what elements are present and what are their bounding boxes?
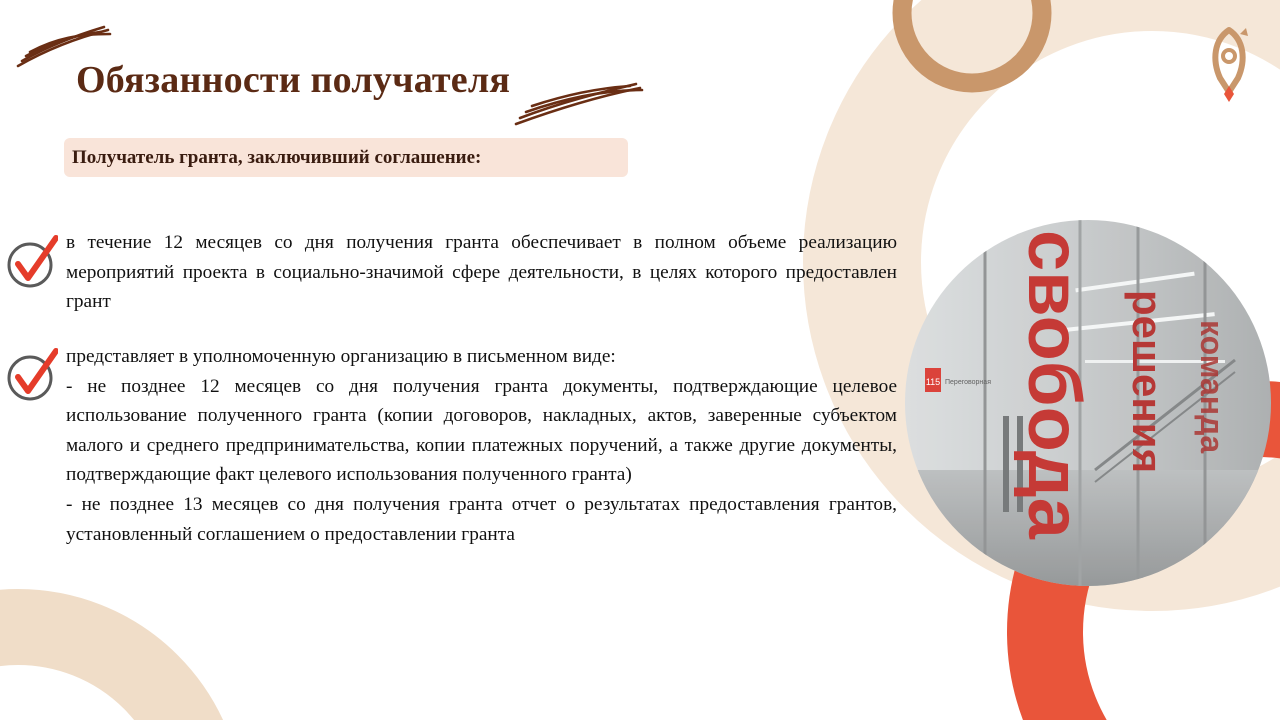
room-label: Переговорная [945, 379, 991, 386]
reporting-item-report: - не позднее 13 месяцев со дня получения гранта отчет о результатах предоставления грантов, установленный соглашением о предоставлении гранта [66, 493, 897, 545]
glass-text-team: команда [1194, 320, 1230, 454]
rocket-pin-icon [1206, 26, 1252, 106]
room-number: 115 [925, 377, 941, 387]
glass-text-solutions: решения [1124, 290, 1171, 474]
paragraph-implementation: в течение 12 месяцев со дня получения гранта обеспечивает в полном объеме реализацию мероприятий проекта в социально-значимой сфере деятельности, в целях которого предоставлен грант [66, 232, 897, 313]
paragraph-reporting [66, 342, 897, 549]
checkmark-circle-icon [6, 234, 58, 292]
subtitle: Получатель гранта, заключивший соглашение: [72, 147, 482, 168]
office-photo [905, 220, 1271, 586]
subtitle-box [64, 138, 628, 177]
glass-text-freedom: свобода [1013, 230, 1096, 539]
reporting-item-documents: - не позднее 12 месяцев со дня получения гранта документы, подтверждающие целевое использование полученного гранта (копии договоров, накладных, актов, заверенные субъектом малого и среднего предпринимательства, копии платежных поручений, а также другие документы, подтверждающие факт целевого использования полученного гранта) [66, 375, 897, 486]
scribble-right [516, 84, 642, 124]
reporting-intro: представляет в уполномоченную организацию в письменном виде: [66, 346, 616, 367]
page-title: Обязанности получателя [76, 59, 511, 101]
beige-ring-bottom [0, 627, 206, 720]
checkmark-circle-icon [6, 347, 58, 405]
